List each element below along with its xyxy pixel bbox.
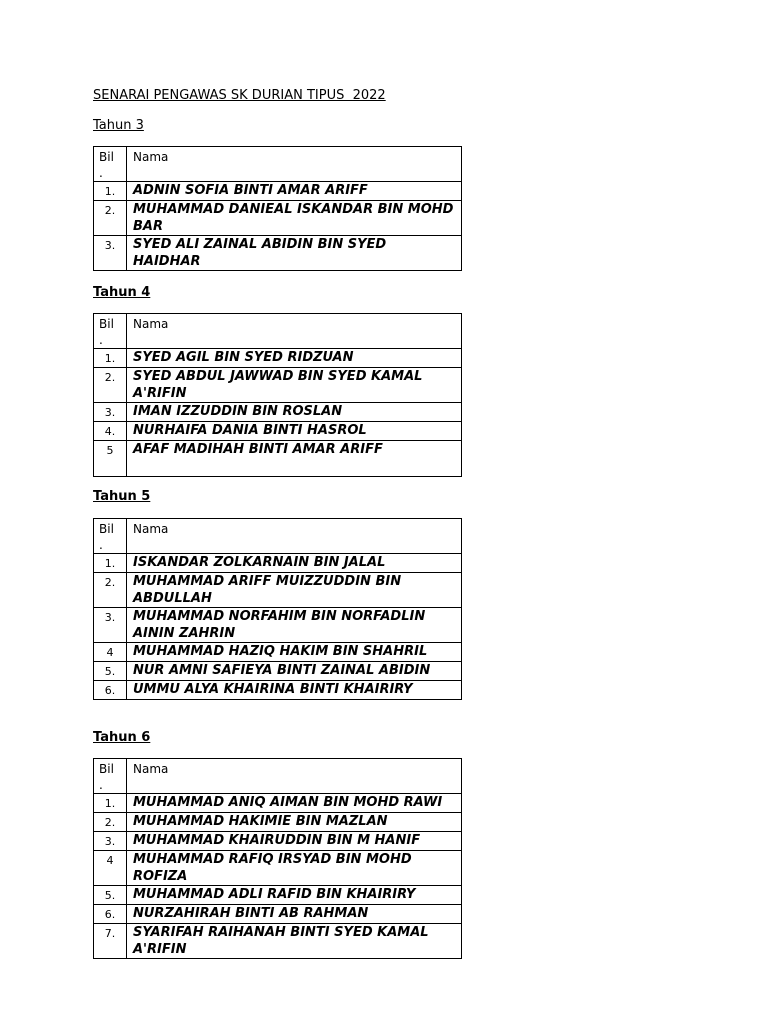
- header-nama: Nama: [127, 759, 462, 794]
- row-name: MUHAMMAD ANIQ AIMAN BIN MOHD RAWI: [127, 794, 462, 813]
- table-row: [94, 554, 462, 573]
- row-name: NURHAIFA DANIA BINTI HASROL: [127, 422, 462, 441]
- table-row: [94, 924, 462, 959]
- row-number: 2.: [94, 813, 127, 832]
- row-name: MUHAMMAD ADLI RAFID BIN KHAIRIRY: [127, 886, 462, 905]
- row-number: 3.: [94, 608, 127, 643]
- row-name: SYED AGIL BIN SYED RIDZUAN: [127, 349, 462, 368]
- row-number: 6.: [94, 905, 127, 924]
- row-name: MUHAMMAD RAFIQ IRSYAD BIN MOHD ROFIZA: [127, 851, 462, 886]
- section-heading-tahun-6: Tahun 6: [93, 730, 151, 745]
- section-heading-tahun-5: Tahun 5: [93, 489, 151, 504]
- row-number: 5.: [94, 886, 127, 905]
- header-bil: Bil .: [94, 759, 127, 794]
- table-row: [94, 349, 462, 368]
- table-row: [94, 403, 462, 422]
- table-row: [94, 182, 462, 201]
- row-name: IMAN IZZUDDIN BIN ROSLAN: [127, 403, 462, 422]
- row-name: SYED ABDUL JAWWAD BIN SYED KAMAL A'RIFIN: [127, 368, 462, 403]
- row-number: 6.: [94, 681, 127, 700]
- header-nama: Nama: [127, 519, 462, 554]
- table-row: [94, 851, 462, 886]
- row-name: ISKANDAR ZOLKARNAIN BIN JALAL: [127, 554, 462, 573]
- table-header-row: [94, 759, 462, 794]
- row-name: AFAF MADIHAH BINTI AMAR ARIFF: [127, 441, 462, 477]
- table-row: [94, 236, 462, 271]
- row-number: 1.: [94, 182, 127, 201]
- row-name: MUHAMMAD DANIEAL ISKANDAR BIN MOHD BAR: [127, 201, 462, 236]
- table-row: [94, 441, 462, 477]
- row-name: ADNIN SOFIA BINTI AMAR ARIFF: [127, 182, 462, 201]
- table-header-row: [94, 147, 462, 182]
- table-header-row: [94, 314, 462, 349]
- row-number: 4: [94, 643, 127, 662]
- table-row: [94, 368, 462, 403]
- row-number: 1.: [94, 554, 127, 573]
- row-number: 4.: [94, 422, 127, 441]
- table-tahun-6: [93, 758, 462, 959]
- row-number: 7.: [94, 924, 127, 959]
- table-tahun-4: [93, 313, 462, 477]
- table-row: [94, 573, 462, 608]
- row-number: 3.: [94, 403, 127, 422]
- row-number: 1.: [94, 349, 127, 368]
- row-name: MUHAMMAD ARIFF MUIZZUDDIN BIN ABDULLAH: [127, 573, 462, 608]
- table-row: [94, 201, 462, 236]
- row-name: MUHAMMAD HAZIQ HAKIM BIN SHAHRIL: [127, 643, 462, 662]
- row-name: MUHAMMAD NORFAHIM BIN NORFADLIN AININ ZAHRIN: [127, 608, 462, 643]
- header-bil: Bil .: [94, 314, 127, 349]
- row-name: SYED ALI ZAINAL ABIDIN BIN SYED HAIDHAR: [127, 236, 462, 271]
- page-title: SENARAI PENGAWAS SK DURIAN TIPUS 2022: [93, 88, 386, 103]
- header-nama: Nama: [127, 314, 462, 349]
- row-name: UMMU ALYA KHAIRINA BINTI KHAIRIRY: [127, 681, 462, 700]
- table-tahun-5: [93, 518, 462, 700]
- row-number: 2.: [94, 201, 127, 236]
- row-number: 3.: [94, 832, 127, 851]
- row-number: 2.: [94, 368, 127, 403]
- header-bil: Bil .: [94, 519, 127, 554]
- header-bil: Bil .: [94, 147, 127, 182]
- row-name: MUHAMMAD HAKIMIE BIN MAZLAN: [127, 813, 462, 832]
- row-name: MUHAMMAD KHAIRUDDIN BIN M HANIF: [127, 832, 462, 851]
- table-row: [94, 662, 462, 681]
- table-row: [94, 832, 462, 851]
- table-header-row: [94, 519, 462, 554]
- table-row: [94, 813, 462, 832]
- row-number: 3.: [94, 236, 127, 271]
- table-row: [94, 905, 462, 924]
- row-number: 4: [94, 851, 127, 886]
- row-name: NUR AMNI SAFIEYA BINTI ZAINAL ABIDIN: [127, 662, 462, 681]
- row-number: 2.: [94, 573, 127, 608]
- row-number: 5: [94, 441, 127, 477]
- section-heading-tahun-3: Tahun 3: [93, 118, 144, 133]
- table-row: [94, 608, 462, 643]
- header-nama: Nama: [127, 147, 462, 182]
- row-number: 1.: [94, 794, 127, 813]
- row-name: SYARIFAH RAIHANAH BINTI SYED KAMAL A'RIFIN: [127, 924, 462, 959]
- row-number: 5.: [94, 662, 127, 681]
- table-row: [94, 794, 462, 813]
- row-name: NURZAHIRAH BINTI AB RAHMAN: [127, 905, 462, 924]
- table-row: [94, 422, 462, 441]
- table-tahun-3: [93, 146, 462, 271]
- table-row: [94, 681, 462, 700]
- section-heading-tahun-4: Tahun 4: [93, 285, 151, 300]
- table-row: [94, 886, 462, 905]
- table-row: [94, 643, 462, 662]
